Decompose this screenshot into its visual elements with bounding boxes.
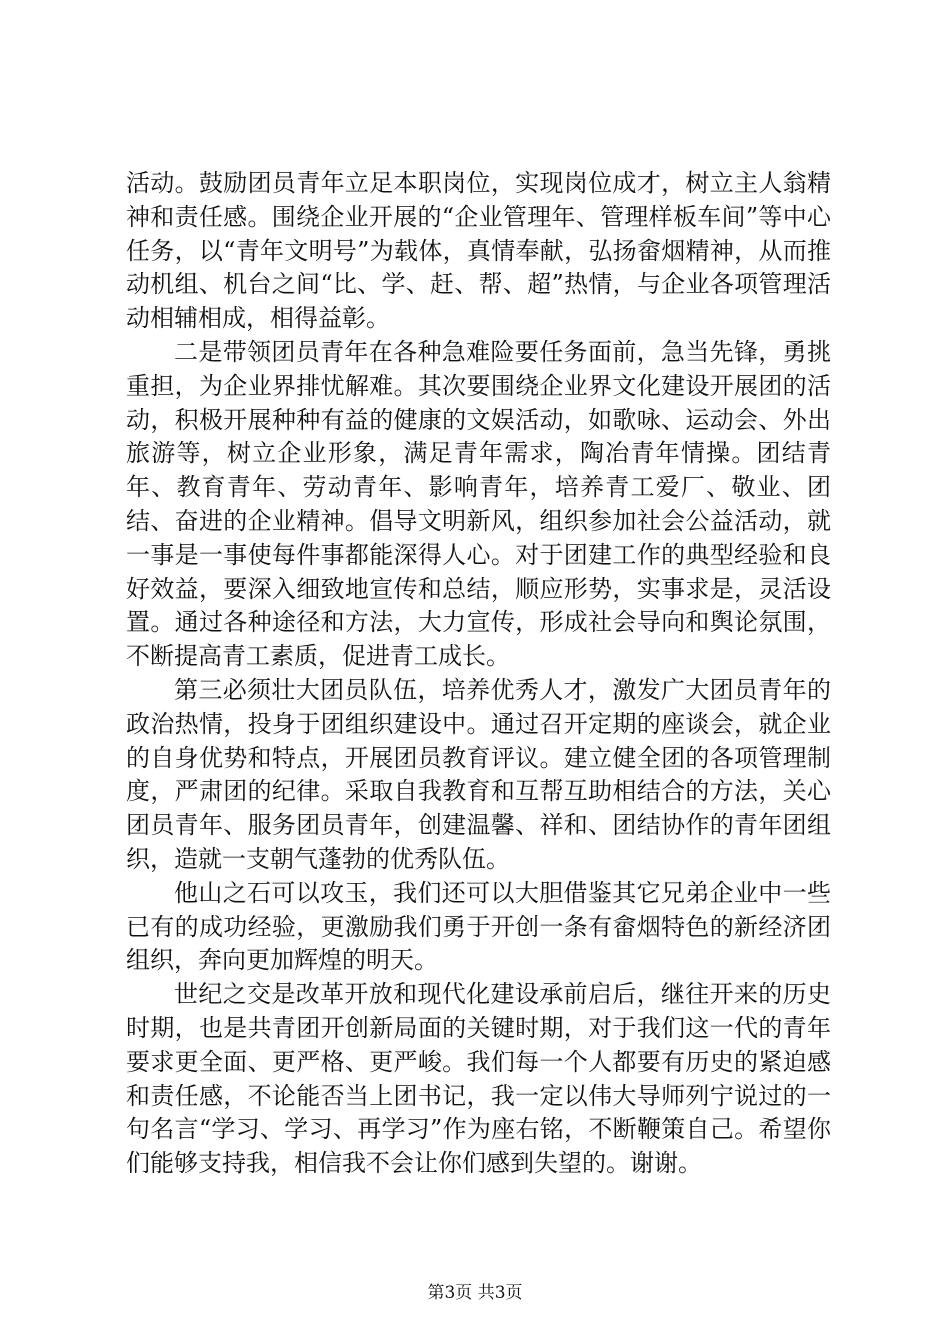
paragraph-continuation: 活动。鼓励团员青年立足本职岗位，实现岗位成才，树立主人翁精神和责任感。围绕企业开展的“企业管理年、管理样板车间”等中心任务，以“青年文明号”为载体，真情奉献，弘扬畲烟精神，从而推动机组、机台之间“比、学、赶、帮、超”热情，与企业各项管理活动相辅相成，相得益彰。 (126, 169, 831, 333)
paragraph-learn-from-others: 他山之石可以攻玉，我们还可以大胆借鉴其它兄弟企业中一些已有的成功经验，更激励我们勇于开创一条有畲烟特色的新经济团组织，奔向更加辉煌的明天。 (126, 878, 831, 975)
document-body (126, 167, 831, 1181)
paragraph-second-point: 二是带领团员青年在各种急难险要任务面前，急当先锋，勇挑重担，为企业界排忧解难。其次要围绕企业界文化建设开展团的活动，积极开展种种有益的健康的文娱活动，如歌咏、运动会、外出旅游等，树立企业形象，满足青年需求，陶冶青年情操。团结青年、教育青年、劳动青年、影响青年，培养青工爱厂、敬业、团结、奋进的企业精神。倡导文明新风，组织参加社会公益活动，就一事是一事使每件事都能深得人心。对于团建工作的典型经验和良好效益，要深入细致地宣传和总结，顺应形势，实事求是，灵活设置。通过各种途径和方法，大力宣传，形成社会导向和舆论氛围，不断提高青工素质，促进青工成长。 (126, 337, 831, 671)
paragraph-third-point: 第三必须壮大团员队伍，培养优秀人才，激发广大团员青年的政治热情，投身于团组织建设中。通过召开定期的座谈会，就企业的自身优势和特点，开展团员教育评议。建立健全团的各项管理制度，严肃团的纪律。采取自我教育和互帮互助相结合的方法，关心团员青年、服务团员青年，创建温馨、祥和、团结协作的青年团组织，造就一支朝气蓬勃的优秀队伍。 (126, 675, 831, 873)
page-footer: 第3页 共3页 (427, 1283, 523, 1303)
paragraph-closing: 世纪之交是改革开放和现代化建设承前启后，继往开来的历史时期，也是共青团开创新局面的关键时期，对于我们这一代的青年要求更全面、更严格、更严峻。我们每一个人都要有历史的紧迫感和责任感，不论能否当上团书记，我一定以伟大导师列宁说过的一句名言“学习、学习、再学习”作为座右铭，不断鞭策自己。希望你们能够支持我，相信我不会让你们感到失望的。谢谢。 (126, 980, 831, 1178)
